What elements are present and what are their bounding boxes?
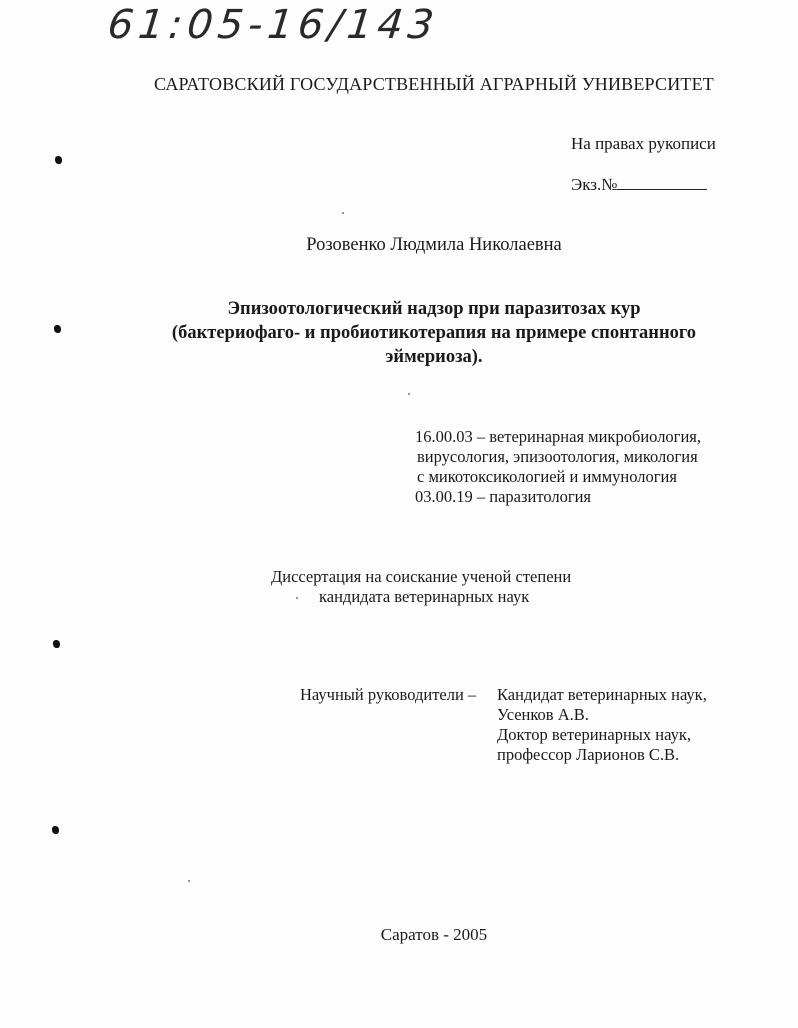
advisor-row [300, 725, 707, 745]
punch-hole-mark [52, 826, 59, 834]
scientific-advisors [300, 685, 707, 765]
title-line: (бактериофаго- и пробиотикотерапия на примере спонтанного [171, 323, 697, 343]
specialty-line: 03.00.19 – паразитология [415, 487, 592, 506]
advisor-row [300, 745, 707, 765]
punch-hole-mark [53, 640, 60, 648]
title-line: эймериоза). [385, 347, 483, 367]
specialty-codes [415, 427, 701, 507]
manuscript-rights-note: На правах рукописи [571, 134, 716, 153]
scan-speck [296, 597, 298, 599]
advisor-line: Кандидат ветеринарных наук, [497, 685, 707, 704]
punch-hole-mark [55, 156, 62, 164]
copy-number-blank-line [617, 175, 707, 190]
copy-number-label: Экз.№ [571, 175, 618, 194]
specialty-line: вирусология, эпизоотология, микология [417, 447, 698, 466]
degree-line: кандидата ветеринарных наук [319, 587, 530, 606]
author-name: Розовенко Людмила Николаевна [306, 235, 562, 255]
advisors-label: Научный руководители – [300, 685, 477, 704]
degree-line: Диссертация на соискание ученой степени [271, 567, 572, 586]
advisor-line: Доктор ветеринарных наук, [497, 725, 691, 744]
advisor-row [300, 685, 707, 705]
handwritten-registry-number: 61:05-16/143 [105, 2, 441, 48]
degree-statement [271, 567, 571, 607]
advisor-line: Усенков А.В. [497, 705, 589, 724]
advisor-row [300, 705, 707, 725]
scan-speck [342, 212, 344, 214]
dissertation-title [0, 297, 798, 369]
punch-hole-mark [54, 325, 61, 333]
specialty-line: 16.00.03 – ветеринарная микробиология, [415, 427, 701, 446]
scan-speck [408, 393, 410, 395]
scan-speck [188, 880, 190, 882]
copy-number-field [571, 175, 707, 195]
city-year: Саратов - 2005 [380, 925, 488, 944]
title-line: Эпизоотологический надзор при паразитозах кур [227, 299, 641, 319]
university-name: САРАТОВСКИЙ ГОСУДАРСТВЕННЫЙ АГРАРНЫЙ УНИВЕРСИТЕТ [154, 74, 714, 94]
specialty-line: с микотоксикологией и иммунология [417, 467, 677, 486]
advisor-line: профессор Ларионов С.В. [497, 745, 680, 764]
